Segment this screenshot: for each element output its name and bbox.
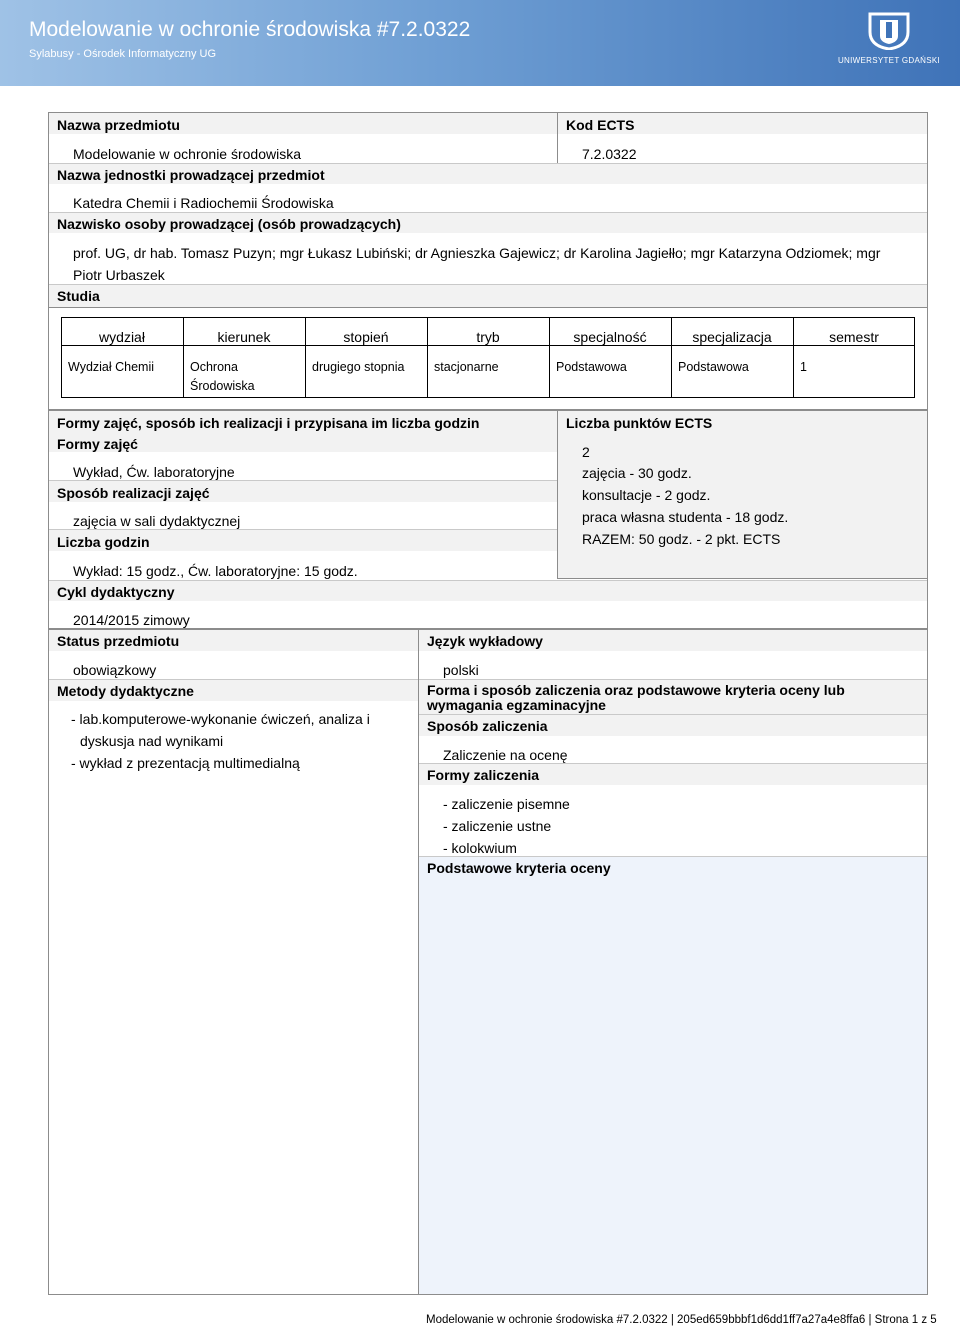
- cell-mode: stacjonarne: [434, 360, 499, 374]
- ects-code-value: 7.2.0322: [582, 146, 637, 162]
- status-value: obowiązkowy: [73, 662, 157, 678]
- hours-value: Wykład: 15 godz., Ćw. laboratoryjne: 15 godz.: [73, 563, 358, 579]
- ects-code-label: Kod ECTS: [566, 117, 635, 133]
- ects-points-label: Liczba punktów ECTS: [566, 415, 713, 431]
- unit-value: Katedra Chemii i Radiochemii Środowiska: [73, 195, 334, 211]
- cell-specialty: Podstawowa: [556, 360, 627, 374]
- page-subtitle: Sylabusy - Ośrodek Informatyczny UG: [29, 48, 217, 60]
- subject-name-label: Nazwa przedmiotu: [57, 117, 180, 133]
- criteria-area: [419, 857, 927, 1294]
- ects-points-value: 2: [582, 444, 590, 460]
- class-types-value: Wykład, Ćw. laboratoryjne: [73, 464, 235, 480]
- assessment-label-cont: wymagania egzaminacyjne: [427, 697, 606, 713]
- delivery-method-value: zajęcia w sali dydaktycznej: [73, 513, 241, 529]
- cell-field-line2: Środowiska: [190, 379, 255, 393]
- cycle-value: 2014/2015 zimowy: [73, 612, 190, 628]
- hours-label: Liczba godzin: [57, 534, 150, 550]
- university-name: UNIWERSYTET GDAŃSKI: [837, 56, 940, 65]
- unit-label: Nazwa jednostki prowadzącej przedmiot: [57, 167, 325, 183]
- col-header-field: kierunek: [217, 329, 271, 345]
- page-title: Modelowanie w ochronie środowiska #7.2.0322: [29, 18, 471, 41]
- cell-faculty: Wydział Chemii: [68, 360, 155, 374]
- teachers-label: Nazwisko osoby prowadzącej (osób prowadzących): [57, 216, 401, 232]
- assessment-form-item: - kolokwium: [443, 840, 517, 856]
- ects-breakdown-consultations: konsultacje - 2 godz.: [582, 487, 711, 503]
- assessment-form-item: - zaliczenie ustne: [443, 818, 552, 834]
- cycle-label: Cykl dydaktyczny: [57, 584, 175, 600]
- university-crest-icon: [866, 10, 912, 50]
- col-header-mode: tryb: [476, 329, 500, 345]
- cell-level: drugiego stopnia: [312, 360, 405, 374]
- delivery-method-label: Sposób realizacji zajęć: [57, 485, 210, 501]
- subject-name-value: Modelowanie w ochronie środowiska: [73, 146, 302, 162]
- assessment-forms-label: Formy zaliczenia: [427, 767, 540, 783]
- status-label: Status przedmiotu: [57, 633, 180, 649]
- teaching-method-2: - wykład z prezentacją multimedialną: [71, 755, 300, 771]
- cell-specialization: Podstawowa: [678, 360, 749, 374]
- ects-breakdown-total: RAZEM: 50 godz. - 2 pkt. ECTS: [582, 531, 781, 547]
- forms-label: Formy zajęć, sposób ich realizacji i przypisana im liczba godzin: [57, 415, 480, 431]
- class-types-label: Formy zajęć: [57, 436, 138, 452]
- ects-breakdown-classes: zajęcia - 30 godz.: [582, 465, 692, 481]
- col-header-specialty: specjalność: [573, 329, 647, 345]
- assessment-label: Forma i sposób zaliczenia oraz podstawowe kryteria oceny lub: [427, 682, 845, 698]
- teaching-method-1-cont: dyskusja nad wynikami: [80, 733, 224, 749]
- col-header-faculty: wydział: [99, 329, 145, 345]
- col-header-specialization: specjalizacja: [692, 329, 772, 345]
- teaching-methods-label: Metody dydaktyczne: [57, 683, 194, 699]
- university-logo: [836, 10, 942, 70]
- cell-field: Ochrona: [190, 360, 238, 374]
- teachers-value-line1: prof. UG, dr hab. Tomasz Puzyn; mgr Łukasz Lubiński; dr Agnieszka Gajewicz; dr Karolina Jagiełło; mgr Katarzyna Odziomek; mgr: [73, 245, 881, 261]
- assessment-form-item: - zaliczenie pisemne: [443, 796, 570, 812]
- studies-label: Studia: [57, 288, 100, 304]
- language-label: Język wykładowy: [427, 633, 543, 649]
- cell-semester: 1: [800, 360, 807, 374]
- assessment-method-label: Sposób zaliczenia: [427, 718, 548, 734]
- teachers-value-line2: Piotr Urbaszek: [73, 267, 165, 283]
- criteria-label: Podstawowe kryteria oceny: [427, 860, 611, 876]
- assessment-method-value: Zaliczenie na ocenę: [443, 747, 568, 763]
- page-footer: Modelowanie w ochronie środowiska #7.2.0322 | 205ed659bbbf1d6dd1ff7a27a4e8ffa6 | Strona 1 z 5: [426, 1314, 937, 1326]
- language-value: polski: [443, 662, 479, 678]
- col-header-semester: semestr: [829, 329, 879, 345]
- ects-breakdown-self-study: praca własna studenta - 18 godz.: [582, 509, 789, 525]
- page-header: [0, 0, 960, 86]
- teaching-method-1: - lab.komputerowe-wykonanie ćwiczeń, analiza i: [71, 711, 370, 727]
- col-header-level: stopień: [343, 329, 389, 345]
